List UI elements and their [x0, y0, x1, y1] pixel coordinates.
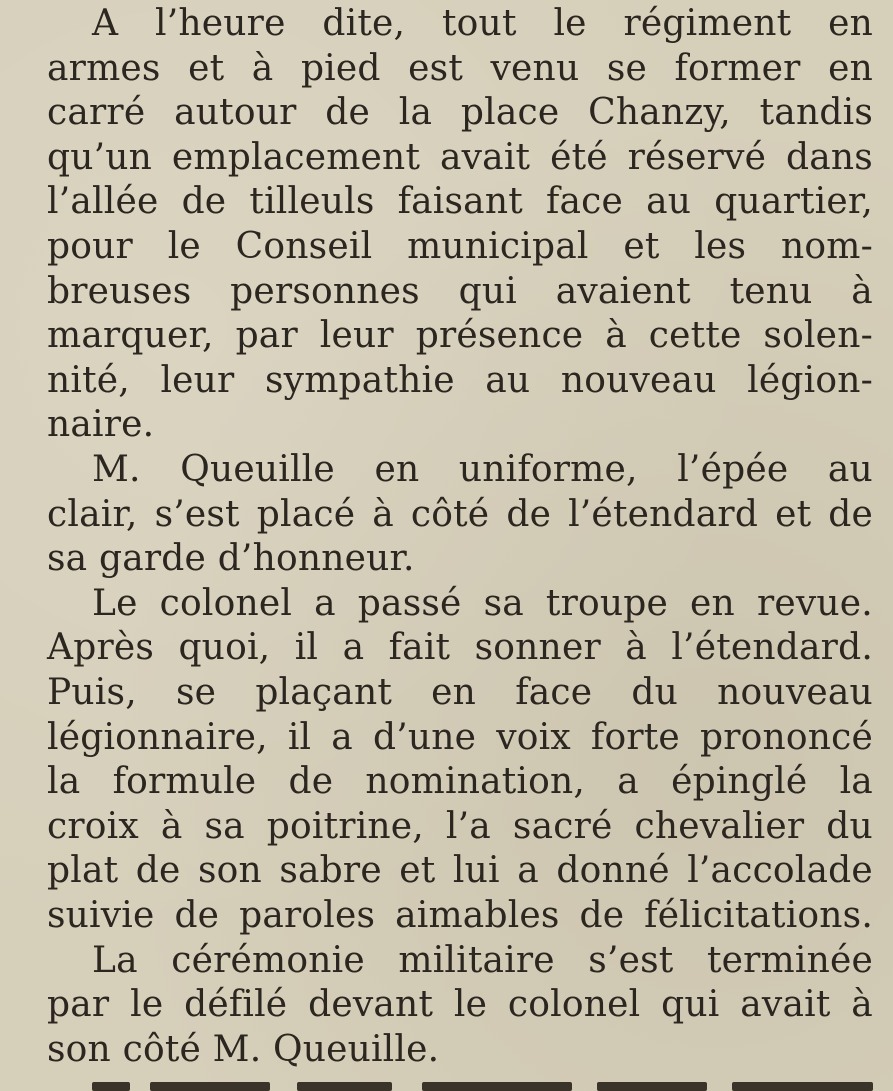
article-line: clair, s’est placé à côté de l’étendard et de — [47, 493, 873, 535]
article-line: armes et à pied est venu se former en — [47, 47, 873, 89]
article-line: par le défilé devant le colonel qui avait à — [47, 984, 873, 1026]
article-line: M. Queuille en uniforme, l’épée au — [92, 449, 873, 490]
article-line: suivie de paroles aimables de félicitations. — [47, 895, 873, 936]
article-line: sa garde d’honneur. — [47, 538, 415, 580]
article-line: carré autour de la place Chanzy, tandis — [47, 92, 873, 134]
article-line: breuses personnes qui avaient tenu à — [47, 270, 873, 312]
article-line: A l’heure dite, tout le régiment en — [92, 3, 873, 44]
article-line: Après quoi, il a fait sonner à l’étendard. — [47, 627, 873, 669]
article-line: marquer, par leur présence à cette solen- — [47, 315, 873, 357]
article-line: pour le Conseil municipal et les nom- — [47, 226, 873, 267]
article-line: l’allée de tilleuls faisant face au quartier, — [47, 181, 873, 223]
article-line: légionnaire, il a d’une voix forte prononcé — [47, 716, 873, 758]
article-line: la formule de nomination, a épinglé la — [47, 761, 873, 803]
article-line: Le colonel a passé sa troupe en revue. — [92, 582, 873, 624]
article-line: nité, leur sympathie au nouveau légion- — [47, 359, 873, 401]
article-line: plat de son sabre et lui a donné l’accolade — [47, 850, 873, 892]
article-line: Puis, se plaçant en face du nouveau — [47, 672, 873, 713]
article-line: croix à sa poitrine, l’a sacré chevalier du — [47, 805, 873, 847]
cut-off-next-line — [92, 1082, 873, 1091]
article-line: naire. — [47, 404, 155, 446]
article-line: La cérémonie militaire s’est terminée — [92, 939, 873, 981]
article-line: son côté M. Queuille. — [47, 1028, 440, 1070]
article-line: qu’un emplacement avait été réservé dans — [47, 136, 873, 178]
